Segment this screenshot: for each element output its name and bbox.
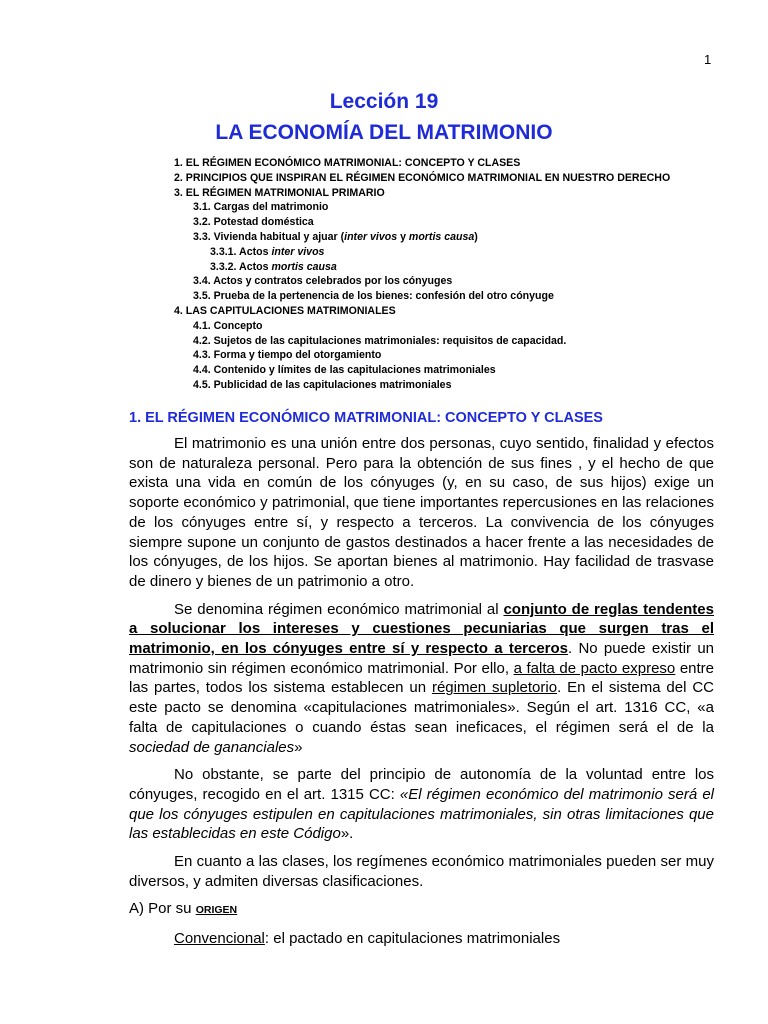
toc-item: 3.1. Cargas del matrimonio	[193, 201, 329, 214]
text-run: A) Por su	[129, 900, 196, 918]
indent	[129, 930, 174, 947]
toc-item: 3.4. Actos y contratos celebrados por los cónyuges	[193, 275, 453, 288]
underlined-term: Convencional	[174, 930, 265, 948]
toc-text: 3.3.1. Actos	[210, 245, 272, 258]
italic-text: sociedad de gananciales	[129, 738, 295, 756]
paragraph	[129, 765, 714, 844]
toc-item: 4.5. Publicidad de las capitulaciones matrimoniales	[193, 378, 452, 391]
paragraph	[129, 899, 714, 921]
toc-text: 3.3. Vivienda habitual y ajuar (	[193, 230, 345, 243]
toc-text: inter vivos	[271, 245, 325, 258]
toc-item: 4.2. Sujetos de las capitulaciones matrimoniales: requisitos de capacidad.	[193, 334, 567, 347]
toc-item	[174, 245, 670, 260]
toc-item: 4.3. Forma y tiempo del otorgamiento	[193, 349, 382, 362]
legal-quote: «El régimen económico del matrimonio será el que los cónyuges estipulen en capitulaciones matrimoniales, sin otras limitaciones que las establecidas en este Código	[129, 785, 714, 843]
text-run: . No puede existir un matrimonio sin régimen económico matrimonial. Por ello,	[129, 640, 714, 677]
toc-item: 4.1. Concepto	[193, 319, 263, 332]
toc-item	[174, 260, 670, 275]
lesson-subtitle: LA ECONOMÍA DEL MATRIMONIO	[215, 121, 553, 144]
paragraph: En cuanto a las clases, los regímenes económico matrimoniales pueden ser muy diversos, y admiten diversas clasificaciones.	[129, 853, 714, 890]
text-run: . En el sistema del CC este pacto se denomina «capitulaciones matrimoniales». Según el art. 1316 CC, «a falta de capitulaciones o cuando éstas sean ineficaces, el régimen será el de la	[129, 679, 714, 736]
text-run: Se denomina régimen económico matrimonial al	[174, 600, 504, 618]
text-run: »	[294, 738, 303, 756]
page-number: 1	[704, 52, 712, 67]
section-heading: 1. EL RÉGIMEN ECONÓMICO MATRIMONIAL: CONCEPTO Y CLASES	[129, 410, 603, 426]
toc-item: 4. LAS CAPITULACIONES MATRIMONIALES	[174, 304, 396, 317]
toc-text: )	[474, 230, 478, 243]
toc-text: y	[397, 230, 409, 243]
text-run: : el pactado en capitulaciones matrimoniales	[264, 930, 561, 948]
classification-label: ORIGEN	[195, 904, 238, 917]
toc-text: mortis causa	[271, 260, 337, 273]
text-run: No obstante, se parte del principio de autonomía de la voluntad entre los cónyuges, recogido en el art. 1315 CC:	[129, 766, 714, 803]
table-of-contents	[174, 156, 670, 393]
toc-item: 3.5. Prueba de la pertenencia de los bienes: confesión del otro cónyuge	[193, 290, 554, 303]
toc-item	[174, 230, 670, 245]
toc-item: 3. EL RÉGIMEN MATRIMONIAL PRIMARIO	[174, 186, 385, 199]
toc-item: 4.4. Contenido y límites de las capitulaciones matrimoniales	[193, 364, 496, 377]
underlined-text: a falta de pacto expreso	[513, 659, 676, 677]
emphasized-definition: conjunto de reglas tendentes a solucionar los intereses y cuestiones pecuniarias que surgen tras el matrimonio, en los cónyuges entre sí y respecto a terceros	[129, 600, 714, 658]
toc-text: mortis causa	[408, 230, 475, 243]
body-text	[129, 434, 714, 957]
paragraph: El matrimonio es una unión entre dos personas, cuyo sentido, finalidad y efectos son de naturaleza personal. Pero para la obtención de sus fines , y el hecho de que exista una vida en común de los cónyuges (y, en su caso, de sus hijos) exige un soporte económico y patrimonial, que tiene importantes repercusiones en las relaciones de los cónyuges entre sí, y respecto a terceros. La convivencia de los cónyuges siempre supone un conjunto de gastos destinados a hacer frente a las necesidades de los cónyuges, de los hijos. Se aportan bienes al matrimonio. Hay facilidad de trasvase de dinero y bienes de un patrimonio a otro.	[129, 435, 714, 590]
toc-item: 1. EL RÉGIMEN ECONÓMICO MATRIMONIAL: CONCEPTO Y CLASES	[174, 157, 521, 169]
text-run: entre las partes, todos los sistema establecen un	[129, 659, 715, 697]
paragraph	[129, 929, 714, 949]
paragraph	[129, 600, 714, 758]
toc-text: inter vivos	[344, 230, 398, 243]
toc-text: 3.3.2. Actos	[210, 260, 272, 273]
underlined-text: régimen supletorio	[431, 679, 558, 697]
text-run: ».	[340, 825, 354, 843]
toc-item: 2. PRINCIPIOS QUE INSPIRAN EL RÉGIMEN ECONÓMICO MATRIMONIAL EN NUESTRO DERECHO	[174, 171, 671, 184]
toc-item: 3.2. Potestad doméstica	[193, 216, 314, 229]
lesson-title: Lección 19	[329, 90, 439, 113]
